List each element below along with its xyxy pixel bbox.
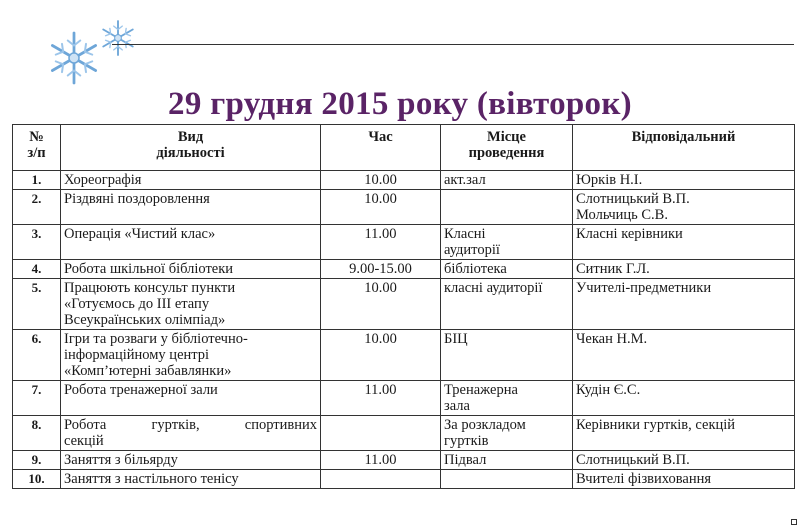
- cell-number: 9.: [13, 451, 61, 470]
- cell-responsible: Чекан Н.М.: [573, 330, 795, 381]
- cell-number: 1.: [13, 171, 61, 190]
- cell-activity: Ігри та розваги у бібліотечно- інформаційному центрі «Комп’ютерні забавлянки»: [61, 330, 321, 381]
- cell-responsible: Класні керівники: [573, 225, 795, 260]
- cell-number: 5.: [13, 279, 61, 330]
- cell-place: акт.зал: [441, 171, 573, 190]
- cell-time: 11.00: [321, 381, 441, 416]
- resize-handle: [791, 519, 797, 525]
- cell-place: За розкладом гуртків: [441, 416, 573, 451]
- table-row: [13, 381, 795, 416]
- cell-number: 6.: [13, 330, 61, 381]
- cell-number: 10.: [13, 470, 61, 489]
- header-time: Час: [321, 125, 441, 171]
- header-rule: [112, 44, 794, 45]
- header-responsible: Відповідальний: [573, 125, 795, 171]
- cell-time: 11.00: [321, 451, 441, 470]
- cell-activity: Операція «Чистий клас»: [61, 225, 321, 260]
- cell-activity: Робота шкільної бібліотеки: [61, 260, 321, 279]
- cell-activity: Різдвяні поздоровлення: [61, 190, 321, 225]
- cell-activity: Робота гуртків, спортивних секцій: [61, 416, 321, 451]
- cell-place: БІЦ: [441, 330, 573, 381]
- cell-time: [321, 470, 441, 489]
- cell-number: 2.: [13, 190, 61, 225]
- cell-place: Тренажерна зала: [441, 381, 573, 416]
- page-title: 29 грудня 2015 року (вівторок): [168, 86, 632, 122]
- cell-responsible: Юрків Н.І.: [573, 171, 795, 190]
- cell-place: Класні аудиторії: [441, 225, 573, 260]
- cell-activity: Заняття з настільного тенісу: [61, 470, 321, 489]
- cell-responsible: Керівники гуртків, секцій: [573, 416, 795, 451]
- snowflake-icon: [52, 33, 95, 83]
- cell-number: 4.: [13, 260, 61, 279]
- table-row: [13, 279, 795, 330]
- cell-activity: Хореографія: [61, 171, 321, 190]
- cell-time: 9.00-15.00: [321, 260, 441, 279]
- cell-number: 3.: [13, 225, 61, 260]
- snowflake-icon: [103, 21, 132, 55]
- cell-time: 10.00: [321, 330, 441, 381]
- cell-place: [441, 470, 573, 489]
- header-place: Місце проведення: [441, 125, 573, 171]
- cell-place: [441, 190, 573, 225]
- cell-time: 11.00: [321, 225, 441, 260]
- cell-time: 10.00: [321, 190, 441, 225]
- table-row: [13, 416, 795, 451]
- cell-place: бібліотека: [441, 260, 573, 279]
- table-row: [13, 171, 795, 190]
- table-row: [13, 451, 795, 470]
- table-row: [13, 330, 795, 381]
- cell-time: 10.00: [321, 279, 441, 330]
- cell-time: 10.00: [321, 171, 441, 190]
- cell-responsible: Вчителі фізвиховання: [573, 470, 795, 489]
- cell-number: 7.: [13, 381, 61, 416]
- cell-responsible: Слотницький В.П. Мольчиць С.В.: [573, 190, 795, 225]
- cell-responsible: Ситник Г.Л.: [573, 260, 795, 279]
- schedule-table: [12, 124, 795, 489]
- cell-place: класні аудиторії: [441, 279, 573, 330]
- header-number: № з/п: [13, 125, 61, 171]
- cell-place: Підвал: [441, 451, 573, 470]
- header-activity: Вид діяльності: [61, 125, 321, 171]
- table-row: [13, 190, 795, 225]
- snowflakes-decoration: [44, 14, 140, 86]
- table-row: [13, 260, 795, 279]
- table-row: [13, 225, 795, 260]
- cell-responsible: Учителі-предметники: [573, 279, 795, 330]
- cell-activity: Заняття з більярду: [61, 451, 321, 470]
- cell-number: 8.: [13, 416, 61, 451]
- cell-activity: Працюють консульт пункти «Готуємось до ІІІ етапу Всеукраїнських олімпіад»: [61, 279, 321, 330]
- cell-responsible: Слотницький В.П.: [573, 451, 795, 470]
- table-header-row: [13, 125, 795, 171]
- cell-responsible: Кудін Є.С.: [573, 381, 795, 416]
- cell-time: [321, 416, 441, 451]
- table-row: [13, 470, 795, 489]
- cell-activity: Робота тренажерної зали: [61, 381, 321, 416]
